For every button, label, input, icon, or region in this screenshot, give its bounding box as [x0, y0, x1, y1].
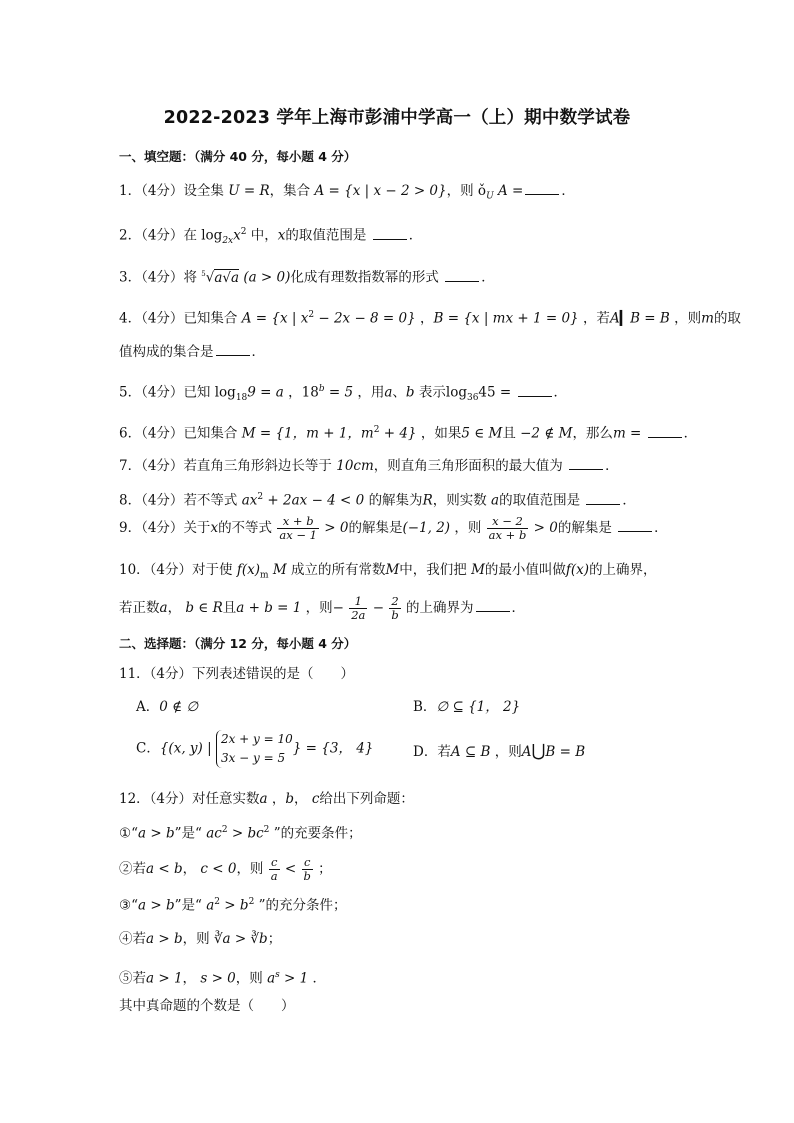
- question-11: 11．（4分）下列表述错误的是（ ）: [119, 666, 355, 682]
- statement-3: ③“a > b”是“ $a^2 > b^2$ ”的充分条件；: [119, 897, 347, 914]
- answer-blank[interactable]: [445, 268, 479, 282]
- question-4: 4．（4分）已知集合 A = {x | $x^2 - 2x - 8 = 0$} ，B = {x | mx + 1 = 0} ，若A▎B = B ，则m的取: [119, 310, 741, 327]
- option-b[interactable]: B．∅ ⊆ {1， 2}: [413, 699, 521, 715]
- option-d[interactable]: D．若A ⊆ B ，则A⋃B = B: [413, 741, 586, 761]
- section-heading-choice: 二、选择题：（满分 12 分，每小题 4 分）: [119, 636, 357, 651]
- question-8: 8．（4分）若不等式 $ax^2 + 2ax - 4 < 0$ 的解集为R，则实数 a的取值范围是 ．: [119, 492, 636, 509]
- question-2: 2．（4分）在 $\log_{2x}x^2$ 中，x的取值范围是 ．: [119, 227, 423, 247]
- question-6: 6．（4分）已知集合 M = {1，m + 1，$m^2 + 4$} ，如果5 ∈ M且 −2 ∉ M，那么m = ．: [119, 425, 698, 442]
- question-12-tail: 其中真命题的个数是（ ）: [119, 998, 295, 1014]
- page-title: 2022-2023 学年上海市彭浦中学高一（上）期中数学试卷: [163, 108, 631, 128]
- answer-blank[interactable]: [525, 181, 559, 195]
- answer-blank[interactable]: [518, 383, 552, 397]
- question-5: 5．（4分）已知 $\log_{18}9 = a$ ，$18^b = 5$ ，用a、b 表示$\log_{36}45$ = ．: [119, 384, 567, 404]
- answer-blank[interactable]: [618, 518, 652, 532]
- section-heading-fill-in: 一、填空题：（满分 40 分，每小题 4 分）: [119, 149, 357, 164]
- answer-blank[interactable]: [648, 424, 682, 438]
- question-1: 1．（4分）设全集 U = R，集合 A = {x | x − 2 > 0}，则 $ǒ_U$ A = ．: [119, 183, 575, 202]
- statement-5: ⑤若a > 1， s > 0，则 $a^s > 1$ ．: [119, 970, 327, 987]
- option-c[interactable]: C．{(x, y) | 2x + y = 10 3x − y = 5 } = {3， 4}: [136, 730, 373, 768]
- question-7: 7．（4分）若直角三角形斜边长等于 10cm，则直角三角形面积的最大值为 ．: [119, 458, 619, 474]
- answer-blank[interactable]: [373, 226, 407, 240]
- statement-1: ①“a > b”是“ $ac^2 > bc^2$ ”的充要条件；: [119, 825, 362, 842]
- question-10-cont: 若正数a， b ∈ R且a + b = 1 ，则− $\frac{1}{2a}$ − $\frac{2}{b}$ 的上确界为 ．: [119, 594, 525, 622]
- question-10: 10．（4分）对于使 $f(x)_m$ M 成立的所有常数M中，我们把 M的最小值叫做f(x)的上确界，: [119, 562, 657, 581]
- option-a[interactable]: A．0 ∉ ∅: [136, 699, 199, 715]
- answer-blank[interactable]: [216, 342, 250, 356]
- answer-blank[interactable]: [476, 598, 510, 612]
- statement-2: ②若a < b， c < 0，则 $\frac{c}{a}$ < $\frac{c}{b}$ ；: [119, 855, 332, 883]
- question-9: 9．（4分）关于x的不等式 $\frac{x + b}{ax - 1}$ > 0的解集是(−1, 2) ，则 $\frac{x - 2}{ax + b}$ > 0的解集是 ．: [119, 514, 668, 542]
- answer-blank[interactable]: [586, 491, 620, 505]
- answer-blank[interactable]: [569, 456, 603, 470]
- statement-4: ④若a > b，则 ∛a > ∛b；: [119, 931, 282, 947]
- question-4-cont: 值构成的集合是 ．: [119, 344, 265, 360]
- question-12: 12．（4分）对任意实数a ，b， c给出下列命题：: [119, 791, 414, 807]
- question-3: 3．（4分）将 $^5$√a√a (a > 0)化成有理数指数幂的形式 ．: [119, 269, 495, 286]
